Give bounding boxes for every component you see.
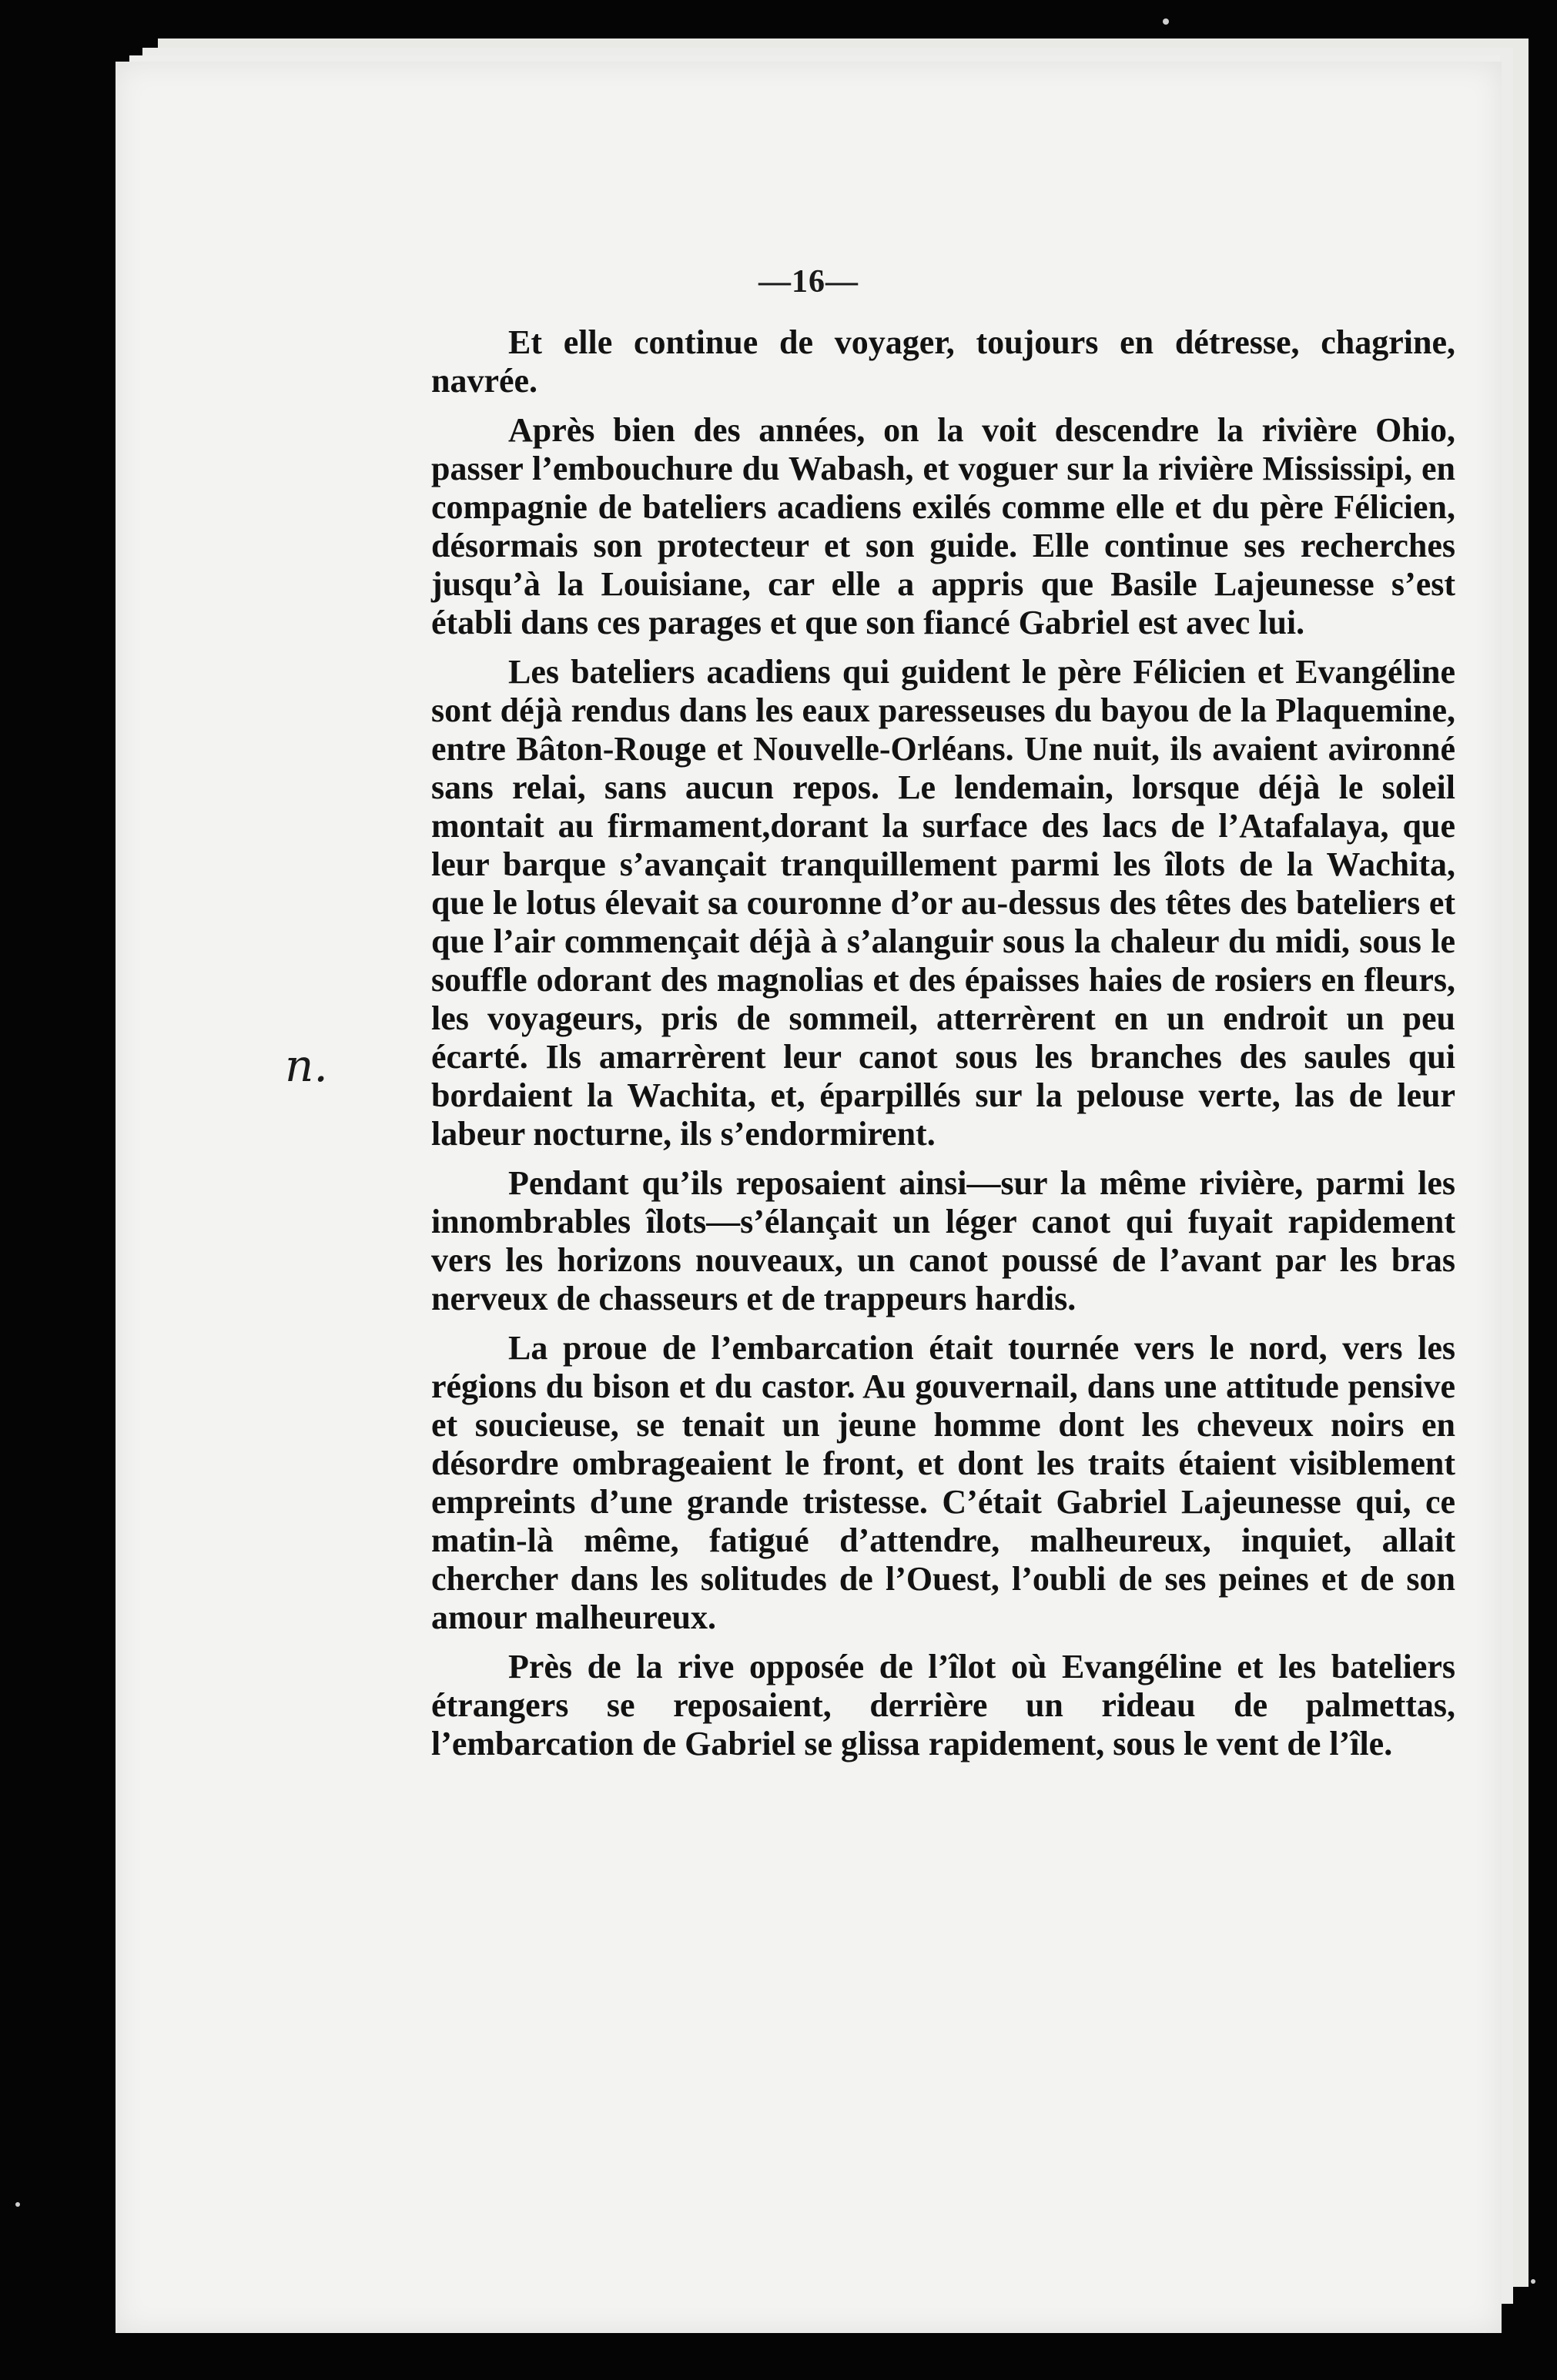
margin-annotation: n. [285, 1039, 328, 1092]
scan-speck [15, 2202, 20, 2207]
scan-speck [1163, 18, 1169, 25]
paragraph: Après bien des années, on la voit descendre la rivière Ohio, passer l’embouchure du Wabash, et voguer sur la rivière Mississipi, en compagnie de bateliers acadiens exilés comme elle et du père Félicien, désormais son protecteur et son guide. Elle continue ses recherches jusqu’à la Louisiane, car elle a appris que Basile Lajeunesse s’est établi dans ces parages et que son fiancé Gabriel est avec lui. [431, 411, 1455, 641]
paragraph: Les bateliers acadiens qui guident le père Félicien et Evangéline sont déjà rendus dans les eaux paresseuses du bayou de la Plaquemine, entre Bâton-Rouge et Nouvelle-Orléans. Une nuit, ils avaient avironné sans relai, sans aucun repos. Le lendemain, lorsque déjà le soleil montait au firmament,dorant la surface des lacs de l’Atafalaya, que leur barque s’avançait tranquillement parmi les îlots de la Wachita, que le lotus élevait sa couronne d’or au-dessus des têtes des bateliers et que l’air commençait déjà à s’alanguir sous la chaleur du midi, sous le souffle odorant des magnolias et des épaisses haies de rosiers en fleurs, les voyageurs, pris de sommeil, atterrèrent en un endroit un peu écarté. Ils amarrèrent leur canot sous les branches des saules qui bordaient la Wachita, et, éparpillés sur la pelouse verte, las de leur labeur nocturne, ils s’endormirent. [431, 653, 1455, 1153]
page-number: —16— [758, 264, 859, 300]
paragraph: La proue de l’embarcation était tournée vers le nord, vers les régions du bison et du castor. Au gouvernail, dans une attitude pensive et soucieuse, se tenait un jeune homme dont les cheveux noirs en désordre ombrageaient le front, et dont les traits étaient visiblement empreints d’une grande tristesse. C’était Gabriel Lajeunesse qui, ce matin-là même, fatigué d’attendre, malheureux, inquiet, allait chercher dans les solitudes de l’Ouest, l’oubli de ses peines et de son amour malheureux. [431, 1329, 1455, 1636]
paragraph: Et elle continue de voyager, toujours en détresse, chagrine, navrée. [431, 323, 1455, 400]
body-text [431, 323, 1455, 1774]
paragraph: Pendant qu’ils reposaient ainsi—sur la même rivière, parmi les innombrables îlots—s’élançait un léger canot qui fuyait rapidement vers les horizons nouveaux, un canot poussé de l’avant par les bras nerveux de chasseurs et de trappeurs hardis. [431, 1164, 1455, 1317]
scan-speck [1531, 2279, 1535, 2284]
paragraph: Près de la rive opposée de l’îlot où Evangéline et les bateliers étrangers se reposaient, derrière un rideau de palmettas, l’embarcation de Gabriel se glissa rapidement, sous le vent de l’île. [431, 1648, 1455, 1762]
